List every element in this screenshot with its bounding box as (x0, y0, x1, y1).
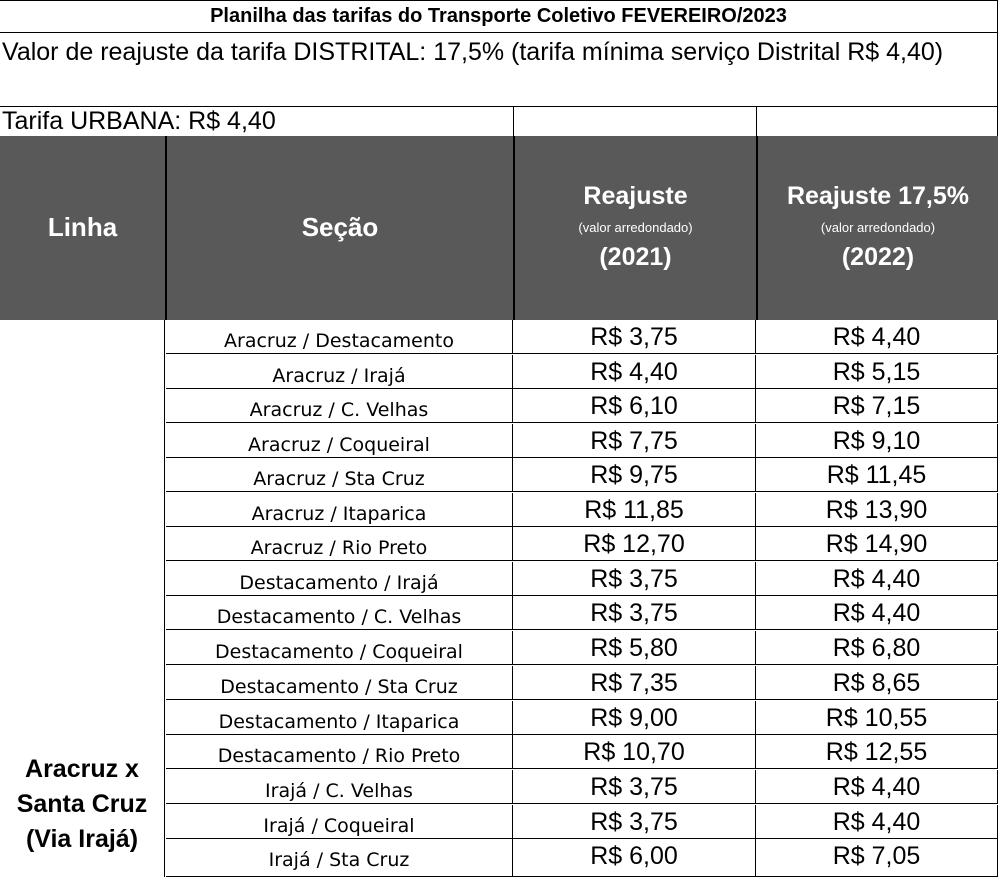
header-secao-label: Seção (301, 212, 379, 242)
fare-2021-cell: R$ 7,35 (513, 666, 756, 699)
fare-2021-cell: R$ 12,70 (513, 527, 756, 560)
fare-2022-cell: R$ 13,90 (756, 493, 998, 526)
title-row (0, 0, 998, 33)
linha-name-line-1: Aracruz x (25, 755, 139, 783)
table-row (166, 389, 998, 423)
table-row (166, 666, 998, 700)
fare-2022-cell: R$ 7,05 (756, 839, 998, 876)
table-row (166, 320, 998, 354)
header-2022-year: (2022) (841, 243, 915, 271)
header-linha-label: Linha (47, 212, 118, 242)
table-row (166, 735, 998, 769)
fare-2022-cell: R$ 7,15 (756, 389, 998, 422)
linha-cell (0, 320, 165, 877)
header-2021-note: (valor arredondado) (578, 220, 693, 235)
table-row (166, 839, 998, 877)
fare-2022-cell: R$ 4,40 (756, 770, 998, 803)
linha-name (0, 752, 164, 857)
fare-2021-cell: R$ 11,85 (513, 493, 756, 526)
fare-2021-cell: R$ 9,75 (513, 458, 756, 491)
fare-2021-cell: R$ 3,75 (513, 805, 756, 838)
table-body (0, 320, 998, 877)
fare-2021-cell: R$ 6,00 (513, 839, 756, 876)
fare-2021-cell: R$ 7,75 (513, 424, 756, 457)
secao-cell: Destacamento / Sta Cruz (166, 666, 513, 699)
secao-cell: Destacamento / Irajá (166, 562, 513, 595)
secao-cell: Aracruz / Itaparica (166, 493, 513, 526)
table-row (166, 701, 998, 735)
fare-2022-cell: R$ 8,65 (756, 666, 998, 699)
secao-cell: Aracruz / Rio Preto (166, 527, 513, 560)
fare-2021-cell: R$ 5,80 (513, 631, 756, 664)
header-divider (165, 136, 167, 320)
fare-2022-cell: R$ 9,10 (756, 424, 998, 457)
header-2021-year: (2021) (599, 243, 672, 271)
secao-cell: Irajá / C. Velhas (166, 770, 513, 803)
table-row (166, 562, 998, 596)
table-row (166, 631, 998, 665)
table-header (0, 136, 998, 320)
fare-2022-cell: R$ 5,15 (756, 355, 998, 388)
secao-cell: Aracruz / Destacamento (166, 320, 513, 353)
fare-2021-cell: R$ 3,75 (513, 770, 756, 803)
table-row (166, 596, 998, 630)
secao-cell: Destacamento / C. Velhas (166, 596, 513, 629)
fare-2022-cell: R$ 12,55 (756, 735, 998, 768)
header-reajuste-2021 (515, 136, 756, 320)
header-secao (167, 136, 513, 320)
fare-2022-cell: R$ 4,40 (756, 805, 998, 838)
table-row (166, 493, 998, 527)
fare-2021-cell: R$ 3,75 (513, 562, 756, 595)
header-divider (513, 136, 515, 320)
secao-cell: Aracruz / Coqueiral (166, 424, 513, 457)
fare-2022-cell: R$ 6,80 (756, 631, 998, 664)
reajuste-row (0, 32, 998, 107)
cell-divider (513, 106, 514, 137)
table-row (166, 458, 998, 492)
secao-cell: Destacamento / Coqueiral (166, 631, 513, 664)
tarifa-urbana-row (0, 106, 998, 137)
linha-name-line-2: Santa Cruz (16, 790, 148, 818)
page-title: Planilha das tarifas do Transporte Coletivo FEVEREIRO/2023 (210, 5, 787, 27)
cell-divider (756, 106, 757, 137)
fare-2021-cell: R$ 4,40 (513, 355, 756, 388)
secao-cell: Irajá / Coqueiral (166, 805, 513, 838)
header-2022-title: Reajuste 17,5% (786, 182, 970, 210)
secao-cell: Destacamento / Itaparica (166, 701, 513, 734)
header-2021-title: Reajuste (583, 182, 688, 210)
header-2022-note: (valor arredondado) (820, 220, 936, 235)
table-row (166, 805, 998, 839)
fare-2022-cell: R$ 4,40 (756, 596, 998, 629)
table-row (166, 770, 998, 804)
linha-name-line-3: (Via Irajá) (25, 825, 139, 853)
table-row (166, 355, 998, 389)
fare-2022-cell: R$ 4,40 (756, 320, 998, 353)
secao-cell: Aracruz / Irajá (166, 355, 513, 388)
fare-2021-cell: R$ 6,10 (513, 389, 756, 422)
header-linha (0, 136, 165, 320)
secao-cell: Destacamento / Rio Preto (166, 735, 513, 768)
fare-2022-cell: R$ 10,55 (756, 701, 998, 734)
reajuste-note: Valor de reajuste da tarifa DISTRITAL: 17,5% (tarifa mínima serviço Distrital R$ 4,40) (2, 38, 944, 66)
secao-cell: Aracruz / Sta Cruz (166, 458, 513, 491)
header-divider (756, 136, 758, 320)
tarifa-urbana-label: Tarifa URBANA: R$ 4,40 (2, 107, 276, 135)
fare-2022-cell: R$ 14,90 (756, 527, 998, 560)
fare-2022-cell: R$ 11,45 (756, 458, 998, 491)
secao-cell: Aracruz / C. Velhas (166, 389, 513, 422)
fare-2021-cell: R$ 9,00 (513, 701, 756, 734)
secao-cell: Irajá / Sta Cruz (166, 839, 513, 876)
table-row (166, 527, 998, 561)
table-row (166, 424, 998, 458)
fare-2021-cell: R$ 3,75 (513, 596, 756, 629)
fare-2021-cell: R$ 3,75 (513, 320, 756, 353)
fare-2021-cell: R$ 10,70 (513, 735, 756, 768)
fare-2022-cell: R$ 4,40 (756, 562, 998, 595)
header-reajuste-2022 (758, 136, 998, 320)
